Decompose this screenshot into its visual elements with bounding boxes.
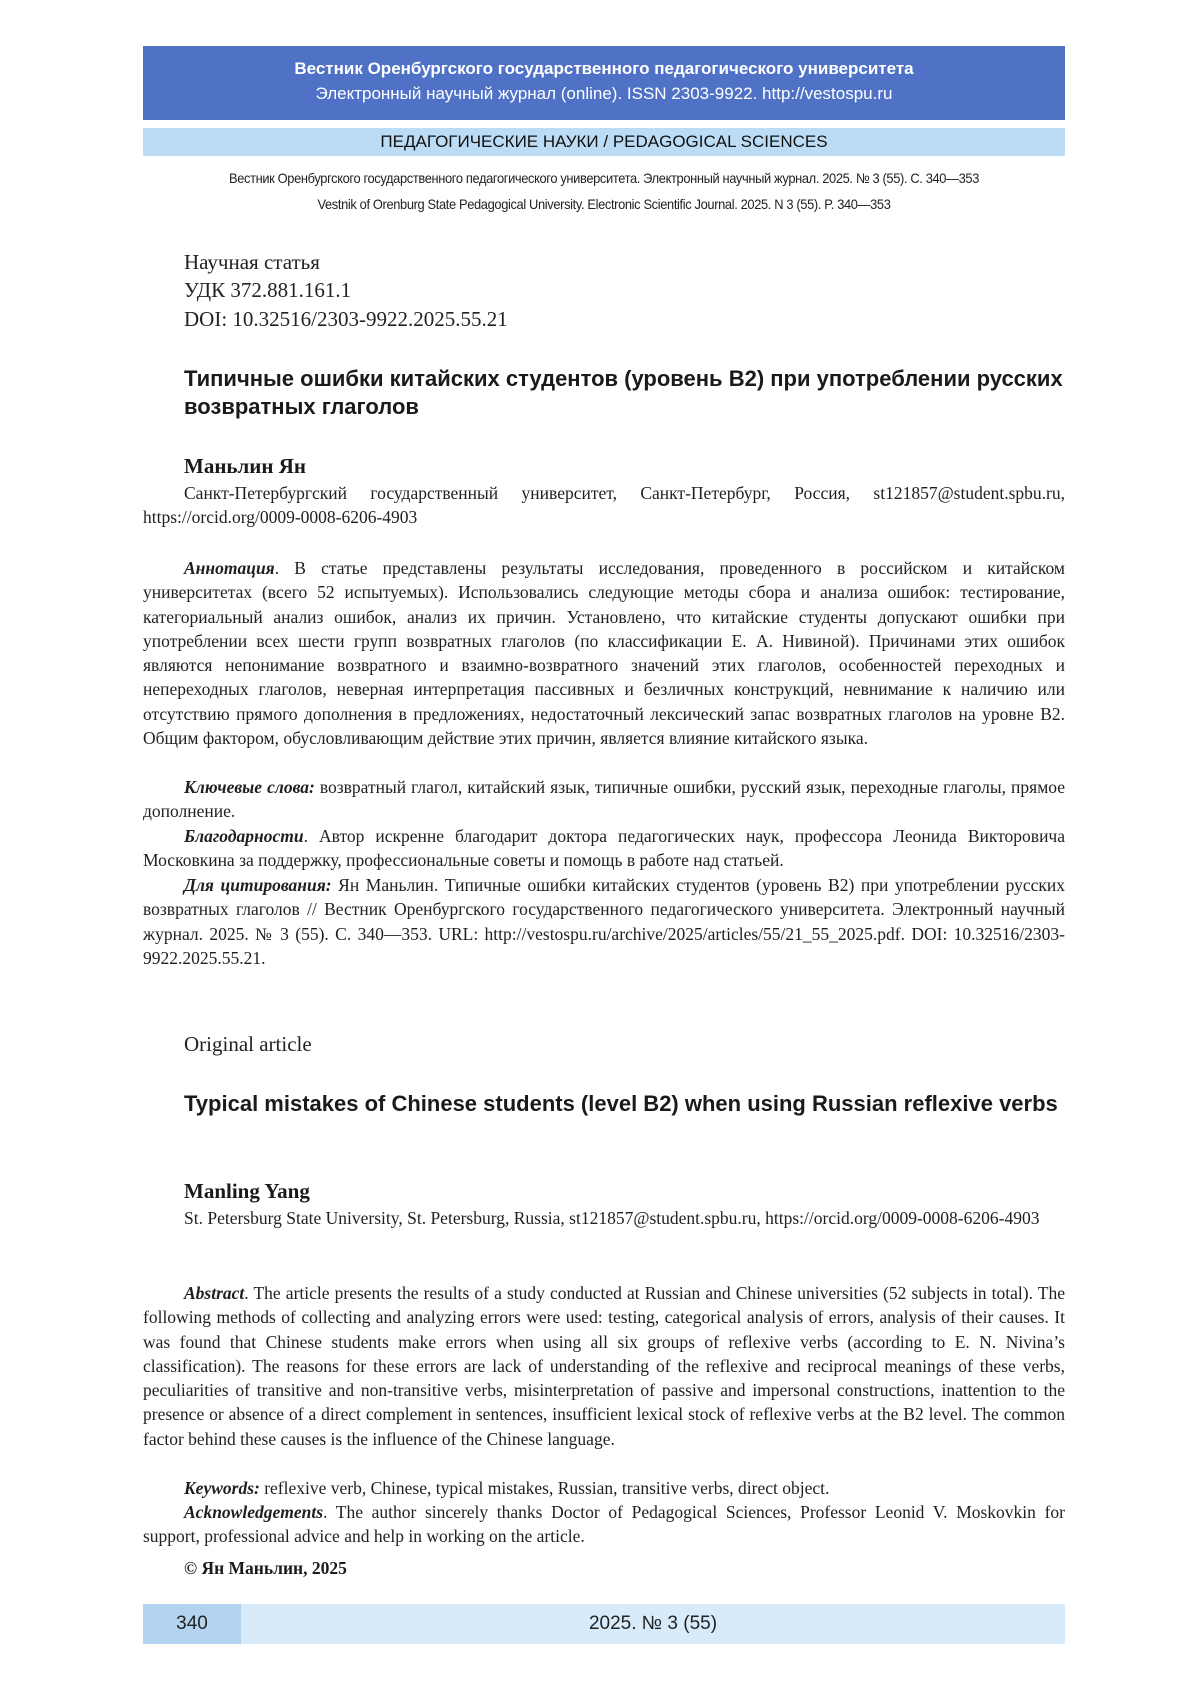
issue-info: 2025. № 3 (55) — [588, 1613, 718, 1634]
section-heading: ПЕДАГОГИЧЕСКИЕ НАУКИ / PEDAGOGICAL SCIENCES — [143, 128, 1065, 156]
keywords-ru — [143, 775, 1065, 824]
cite-text-ru: Ян Маньлин. Типичные ошибки китайских студентов (уровень B2) при употреблении русских возвратных глаголов // Вестник Оренбургского государственного педагогического университета. Электронный научный журнал. 2025. № 3 (55). С. 340—353. URL: http://vestospu.ru/archive/2025/articles/55/21_55_2025.pdf. DOI: 10.32516/2303-9922.2025.55.21. — [143, 875, 1066, 968]
udc-code: УДК 372.881.161.1 — [184, 278, 352, 302]
copyright: © Ян Маньлин, 2025 — [184, 1558, 347, 1578]
keywords-label-ru: Ключевые слова: — [184, 777, 315, 797]
article-title-ru: Типичные ошибки китайских студентов (уровень B2) при употреблении русских возвратных глаголов — [184, 366, 1063, 419]
abstract-ru — [143, 556, 1065, 750]
journal-banner — [143, 46, 1065, 120]
acknowledgements-ru — [143, 824, 1065, 873]
how-to-cite-ru — [143, 873, 1065, 970]
article-type-en: Original article — [184, 1032, 312, 1056]
ack-label-en: Acknowledgements — [184, 1502, 324, 1522]
ack-label-ru: Благодарности — [184, 826, 304, 846]
abstract-text-ru: . В статье представлены результаты исследования, проведенного в российском и китайском университетах (всего 52 испытуемых). Использовались следующие методы сбора и анализа ошибок: тестирование, категориальный анализ ошибок, анализ их причин. Установлено, что китайские студенты допускают ошибки при употреблении всех шести групп возвратных глаголов (по классификации Е. А. Нивиной). Причинами этих ошибок являются непонимание возвратного и взаимно-возвратного значений этих глаголов, особенностей переходных и непереходных глаголов, неверная интерпретация пассивных и безличных конструкций, невнимание к наличию или отсутствию прямого дополнения в предложениях, недостаточный лексический запас возвратных глаголов на уровне B2. Общим фактором, обусловливающим действие этих причин, является влияние китайского языка. — [143, 558, 1065, 749]
page-footer — [143, 1604, 1065, 1644]
affiliation-en: St. Petersburg State University, St. Petersburg, Russia, st121857@student.spbu.ru, https://orcid.org/0009-0008-6206-4903 — [184, 1208, 1040, 1228]
citation-line-en: Vestnik of Orenburg State Pedagogical University. Electronic Scientific Journal. 2025. N 3 (55). P. 340—353 — [317, 196, 891, 212]
page-number: 340 — [143, 1604, 241, 1644]
abstract-text-en: . The article presents the results of a study conducted at Russian and Chinese universities (52 subjects in total). The following methods of collecting and analyzing errors were used: testing, categorical analysis of errors, analysis of their causes. It was found that Chinese students make errors when using all six groups of reflexive verbs (according to E. N. Nivina’s classification). The reasons for these errors are lack of understanding of the reflexive and reciprocal meanings of these verbs, peculiarities of transitive and non-transitive verbs, misinterpretation of passive and impersonal constructions, inattention to the presence or absence of a direct complement in sentences, insufficient lexical stock of reflexive verbs at the B2 level. The common factor behind these causes is the influence of the Chinese language. — [143, 1283, 1065, 1449]
ack-text-en: . The author sincerely thanks Doctor of Pedagogical Sciences, Professor Leonid V. Moskovkin for support, professional advice and help in working on the article. — [143, 1502, 1065, 1547]
keywords-text-en: reflexive verb, Chinese, typical mistakes, Russian, transitive verbs, direct object. — [259, 1478, 830, 1498]
abstract-label-ru: Аннотация — [184, 558, 275, 578]
article-type-ru: Научная статья — [184, 250, 320, 274]
abstract-label-en: Abstract — [184, 1283, 245, 1303]
citation-line-ru: Вестник Оренбургского государственного педагогического университета. Электронный научный журнал. 2025. № 3 (55). С. 340—353 — [228, 170, 980, 186]
journal-subtitle: Электронный научный журнал (online). ISSN 2303-9922. http://vestospu.ru — [315, 84, 893, 103]
cite-label-ru: Для цитирования: — [184, 875, 332, 895]
affiliation-ru: Санкт-Петербургский государственный университет, Санкт-Петербург, Россия, st121857@student.spbu.ru, https://orcid.org/0009-0008-6206-4903 — [143, 483, 1065, 528]
author-name-en: Manling Yang — [184, 1179, 310, 1203]
journal-title: Вестник Оренбургского государственного педагогического университета — [294, 59, 914, 78]
keywords-label-en: Keywords: — [184, 1478, 260, 1498]
article-title-en: Typical mistakes of Chinese students (level B2) when using Russian reflexive verbs — [184, 1091, 1058, 1116]
keywords-en — [143, 1476, 1065, 1500]
ack-text-ru: . Автор искренне благодарит доктора педагогических наук, профессора Леонида Викторовича Московкина за поддержку, профессиональные советы и помощь в работе над статьей. — [143, 826, 1065, 871]
doi: DOI: 10.32516/2303-9922.2025.55.21 — [184, 307, 508, 331]
keywords-text-ru: возвратный глагол, китайский язык, типичные ошибки, русский язык, переходные глаголы, прямое дополнение. — [143, 777, 1065, 822]
abstract-en — [143, 1281, 1065, 1451]
author-name-ru: Маньлин Ян — [184, 454, 307, 478]
acknowledgements-en — [143, 1500, 1065, 1549]
